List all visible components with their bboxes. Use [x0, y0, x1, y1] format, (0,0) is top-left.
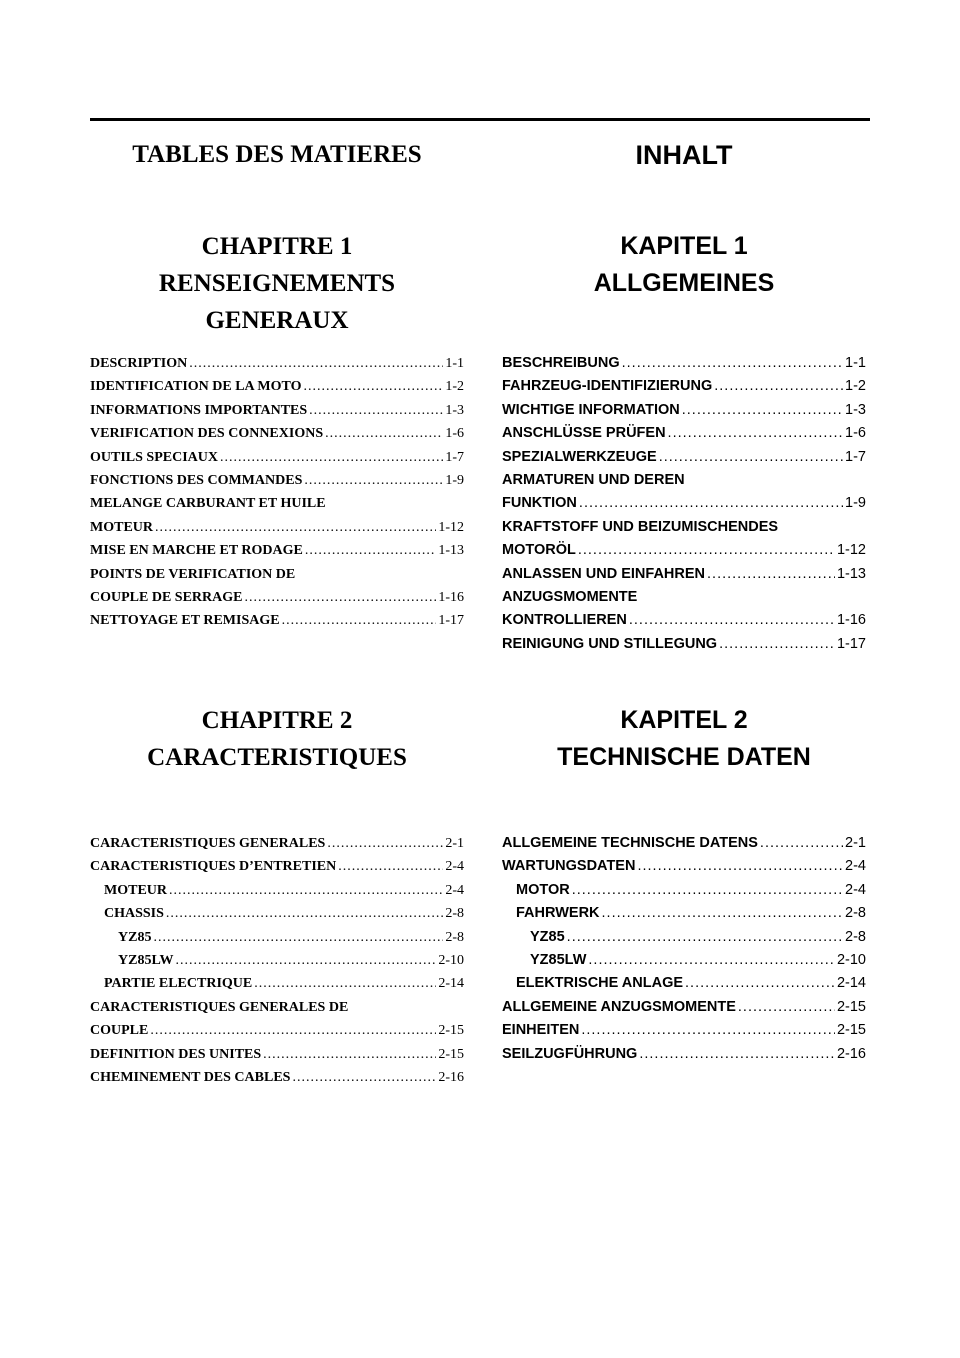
toc-entry[interactable]: FAHRZEUG-IDENTIFIZIERUNG ..... 1-2 [502, 375, 866, 398]
toc-entry[interactable]: REINIGUNG UND STILLEGUNG ..... 1-17 [502, 633, 866, 656]
toc-entry[interactable]: YZ85 ..... 2-8 [502, 926, 866, 949]
toc-entry[interactable]: PARTIE ELECTRIQUE ..... 2-14 [90, 972, 464, 995]
toc-entry[interactable]: INFORMATIONS IMPORTANTES ..... 1-3 [90, 399, 464, 422]
toc-entry[interactable]: KRAFTSTOFF UND BEIZUMISCHENDES MOTORÖL ..... 1-12 [502, 516, 866, 563]
toc-entry[interactable]: MOTEUR ..... 2-4 [90, 879, 464, 902]
toc-entry[interactable]: YZ85 ..... 2-8 [90, 926, 464, 949]
toc-entry[interactable]: SEILZUGFÜHRUNG ..... 2-16 [502, 1043, 866, 1066]
chapter1-line3: GENERAUX [205, 307, 349, 334]
toc-entry[interactable]: CARACTERISTIQUES GENERALES ..... 2-1 [90, 832, 464, 855]
toc-entry[interactable]: BESCHREIBUNG ..... 1-1 [502, 352, 866, 375]
toc-entry[interactable]: FONCTIONS DES COMMANDES ..... 1-9 [90, 469, 464, 492]
toc-entry[interactable]: VERIFICATION DES CONNEXIONS ..... 1-6 [90, 422, 464, 445]
chapter2-heading-fr [90, 702, 464, 776]
chapter2-line2: CARACTERISTIQUES [147, 744, 407, 771]
toc-chapter2-fr [90, 832, 464, 1089]
toc-chapter2-de [502, 832, 866, 1066]
toc-entry[interactable]: ARMATUREN UND DEREN FUNKTION ..... 1-9 [502, 469, 866, 516]
page-title-de: INHALT [635, 140, 733, 170]
page-title-fr: TABLES DES MATIERES [132, 141, 422, 168]
german-column [502, 140, 866, 1062]
toc-entry[interactable]: POINTS DE VERIFICATION DE COUPLE DE SERRAGE ..... 1-16 [90, 563, 464, 610]
toc-entry[interactable]: ANZUGSMOMENTE KONTROLLIEREN ..... 1-16 [502, 586, 866, 633]
toc-entry[interactable]: EINHEITEN ..... 2-15 [502, 1019, 866, 1042]
toc-entry[interactable]: MELANGE CARBURANT ET HUILE MOTEUR ..... 1-12 [90, 492, 464, 539]
chapter1-heading-de [502, 228, 866, 302]
french-column [90, 140, 464, 1086]
toc-entry[interactable]: CARACTERISTIQUES GENERALES DE COUPLE ..... 2-15 [90, 996, 464, 1043]
toc-entry[interactable]: ALLGEMEINE ANZUGSMOMENTE ..... 2-15 [502, 996, 866, 1019]
toc-entry[interactable]: CARACTERISTIQUES D’ENTRETIEN ..... 2-4 [90, 855, 464, 878]
toc-entry[interactable]: CHEMINEMENT DES CABLES ..... 2-16 [90, 1066, 464, 1089]
chapter1-line2: ALLGEMEINES [593, 269, 775, 297]
toc-entry[interactable]: ANSCHLÜSSE PRÜFEN ..... 1-6 [502, 422, 866, 445]
toc-entry[interactable]: WICHTIGE INFORMATION ..... 1-3 [502, 399, 866, 422]
toc-entry[interactable]: YZ85LW ..... 2-10 [90, 949, 464, 972]
chapter1-line1: CHAPITRE 1 [201, 233, 353, 260]
chapter2-line2: TECHNISCHE DATEN [557, 743, 811, 771]
toc-entry[interactable]: DEFINITION DES UNITES ..... 2-15 [90, 1043, 464, 1066]
chapter2-line1: KAPITEL 2 [620, 706, 748, 734]
toc-entry[interactable]: OUTILS SPECIAUX ..... 1-7 [90, 446, 464, 469]
toc-entry[interactable]: YZ85LW ..... 2-10 [502, 949, 866, 972]
toc-entry[interactable]: IDENTIFICATION DE LA MOTO ..... 1-2 [90, 375, 464, 398]
toc-entry[interactable]: ANLASSEN UND EINFAHREN ..... 1-13 [502, 563, 866, 586]
chapter2-heading-de [502, 702, 866, 776]
toc-entry[interactable]: DESCRIPTION ..... 1-1 [90, 352, 464, 375]
toc-entry[interactable]: MISE EN MARCHE ET RODAGE ..... 1-13 [90, 539, 464, 562]
toc-entry[interactable]: FAHRWERK ..... 2-8 [502, 902, 866, 925]
toc-entry[interactable]: ELEKTRISCHE ANLAGE ..... 2-14 [502, 972, 866, 995]
toc-entry[interactable]: WARTUNGSDATEN ..... 2-4 [502, 855, 866, 878]
toc-entry[interactable]: MOTOR ..... 2-4 [502, 879, 866, 902]
chapter1-heading-fr [90, 228, 464, 339]
chapter1-line2: RENSEIGNEMENTS [158, 270, 396, 297]
chapter2-line1: CHAPITRE 2 [201, 707, 353, 734]
toc-entry[interactable]: SPEZIALWERKZEUGE ..... 1-7 [502, 446, 866, 469]
toc-entry[interactable]: CHASSIS ..... 2-8 [90, 902, 464, 925]
chapter1-line1: KAPITEL 1 [620, 232, 748, 260]
toc-chapter1-fr [90, 352, 464, 633]
toc-entry[interactable]: NETTOYAGE ET REMISAGE ..... 1-17 [90, 609, 464, 632]
toc-entry[interactable]: ALLGEMEINE TECHNISCHE DATENS ..... 2-1 [502, 832, 866, 855]
top-rule [90, 118, 870, 121]
toc-chapter1-de [502, 352, 866, 656]
